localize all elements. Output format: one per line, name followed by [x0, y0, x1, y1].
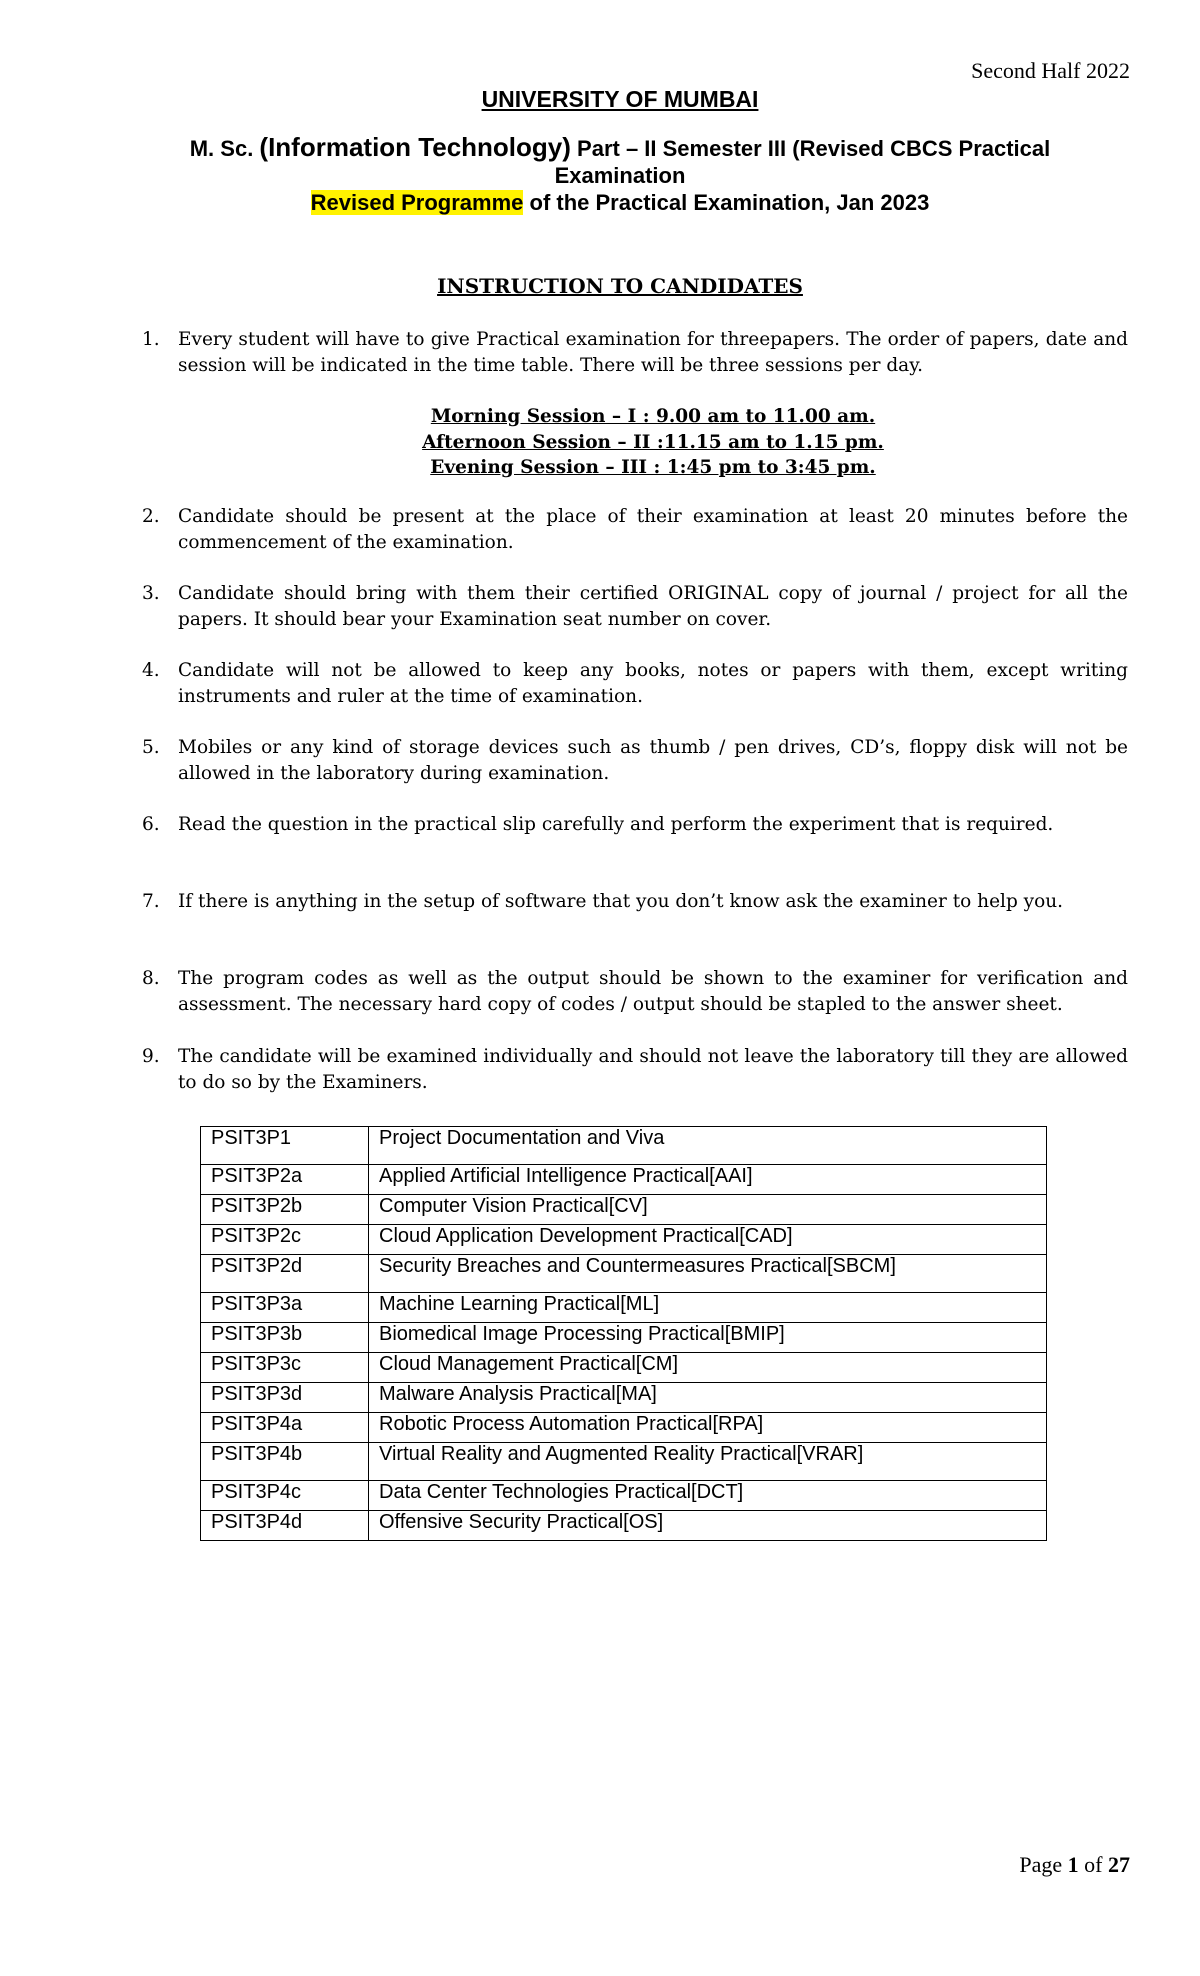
instruction-text: Every student will have to give Practical examination for threepapers. The order of papers, date and session will be indicated in the time table. There will be three sessions per day. [178, 329, 1128, 376]
instruction-number: 8. [142, 968, 160, 989]
instruction-item [142, 1044, 1128, 1095]
table-row [201, 1127, 1047, 1165]
instruction-number: 3. [142, 583, 160, 604]
paper-code: PSIT3P3d [201, 1383, 369, 1413]
table-row [201, 1195, 1047, 1225]
paper-code: PSIT3P1 [201, 1127, 369, 1165]
paper-code: PSIT3P3b [201, 1323, 369, 1353]
papers-table [200, 1126, 1047, 1541]
term-label: Second Half 2022 [971, 58, 1130, 83]
paper-code: PSIT3P2c [201, 1225, 369, 1255]
table-row [201, 1443, 1047, 1481]
paper-code: PSIT3P2b [201, 1195, 369, 1225]
instruction-number: 7. [142, 891, 160, 912]
instruction-number: 5. [142, 737, 160, 758]
page-number [1019, 1852, 1130, 1878]
instruction-text: The program codes as well as the output should be shown to the examiner for verification and assessment. The necessary hard copy of codes / output should be stapled to the answer sheet. [178, 968, 1128, 1015]
session-afternoon: Afternoon Session – II :11.15 am to 1.15 pm. [422, 431, 884, 453]
instruction-number: 4. [142, 660, 160, 681]
table-row [201, 1511, 1047, 1541]
table-row [201, 1353, 1047, 1383]
paper-code: PSIT3P2a [201, 1165, 369, 1195]
programme-title-line3 [0, 190, 1200, 216]
instruction-text: Read the question in the practical slip carefully and perform the experiment that is required. [178, 814, 1054, 835]
programme-title-line2: Examination [554, 163, 686, 188]
instruction-number: 6. [142, 814, 160, 835]
paper-name: Cloud Management Practical[CM] [369, 1353, 1047, 1383]
paper-name: Security Breaches and Countermeasures Practical[SBCM] [369, 1255, 1047, 1293]
instruction-number: 9. [142, 1046, 160, 1067]
instruction-item [142, 966, 1128, 1017]
instruction-text: Candidate will not be allowed to keep any books, notes or papers with them, except writing instruments and ruler at the time of examination. [178, 660, 1128, 707]
table-row [201, 1323, 1047, 1353]
instruction-item [142, 658, 1128, 709]
programme-prefix: M. Sc. [189, 136, 260, 161]
instruction-item [142, 504, 1128, 555]
session-evening: Evening Session – III : 1:45 pm to 3:45 pm. [430, 457, 876, 478]
instruction-number: 1. [142, 329, 160, 350]
paper-name: Project Documentation and Viva [369, 1127, 1047, 1165]
session-times [178, 404, 1128, 481]
revised-programme-highlight: Revised Programme [310, 190, 524, 215]
table-row [201, 1255, 1047, 1293]
paper-name: Data Center Technologies Practical[DCT] [369, 1481, 1047, 1511]
instruction-text: Candidate should bring with them their certified ORIGINAL copy of journal / project for all the papers. It should bear your Examination seat number on cover. [178, 583, 1128, 630]
paper-code: PSIT3P4a [201, 1413, 369, 1443]
paper-name: Cloud Application Development Practical[CAD] [369, 1225, 1047, 1255]
paper-name: Virtual Reality and Augmented Reality Practical[VRAR] [369, 1443, 1047, 1481]
paper-name: Biomedical Image Processing Practical[BMIP] [369, 1323, 1047, 1353]
table-row [201, 1413, 1047, 1443]
paper-name: Offensive Security Practical[OS] [369, 1511, 1047, 1541]
instructions-heading: INSTRUCTION TO CANDIDATES [437, 274, 803, 298]
instruction-text: Candidate should be present at the place of their examination at least 20 minutes before the commencement of the examination. [178, 506, 1128, 553]
instruction-text: If there is anything in the setup of software that you don’t know ask the examiner to help you. [178, 891, 1064, 912]
instruction-item [142, 812, 1128, 838]
session-morning: Morning Session – I : 9.00 am to 11.00 am. [430, 406, 876, 427]
table-row [201, 1293, 1047, 1323]
paper-code: PSIT3P3c [201, 1353, 369, 1383]
paper-code: PSIT3P4c [201, 1481, 369, 1511]
paper-name: Applied Artificial Intelligence Practical[AAI] [369, 1165, 1047, 1195]
paper-code: PSIT3P4d [201, 1511, 369, 1541]
programme-name: (Information Technology) [259, 132, 571, 162]
table-row [201, 1481, 1047, 1511]
instruction-text: Mobiles or any kind of storage devices such as thumb / pen drives, CD’s, floppy disk will not be allowed in the laboratory during examination. [178, 737, 1128, 784]
table-row [201, 1165, 1047, 1195]
university-title: UNIVERSITY OF MUMBAI [481, 86, 759, 112]
programme-title-line1 [0, 132, 1200, 163]
instruction-item [142, 581, 1128, 632]
page-total: 27 [1108, 1852, 1130, 1877]
programme-suffix: Part – II Semester III (Revised CBCS Practical [570, 136, 1051, 161]
paper-name: Computer Vision Practical[CV] [369, 1195, 1047, 1225]
programme-date: of the Practical Examination, Jan 2023 [523, 190, 930, 215]
instruction-text: The candidate will be examined individually and should not leave the laboratory till they are allowed to do so by the Examiners. [178, 1046, 1128, 1093]
paper-name: Malware Analysis Practical[MA] [369, 1383, 1047, 1413]
paper-code: PSIT3P2d [201, 1255, 369, 1293]
page-of: of [1078, 1852, 1108, 1877]
paper-name: Robotic Process Automation Practical[RPA] [369, 1413, 1047, 1443]
paper-name: Machine Learning Practical[ML] [369, 1293, 1047, 1323]
page-current: 1 [1067, 1852, 1079, 1877]
instruction-item [142, 327, 1128, 378]
page-prefix: Page [1019, 1852, 1068, 1877]
instruction-item [142, 889, 1128, 915]
instruction-number: 2. [142, 506, 160, 527]
instruction-item [142, 735, 1128, 786]
paper-code: PSIT3P4b [201, 1443, 369, 1481]
paper-code: PSIT3P3a [201, 1293, 369, 1323]
table-row [201, 1383, 1047, 1413]
table-row [201, 1225, 1047, 1255]
